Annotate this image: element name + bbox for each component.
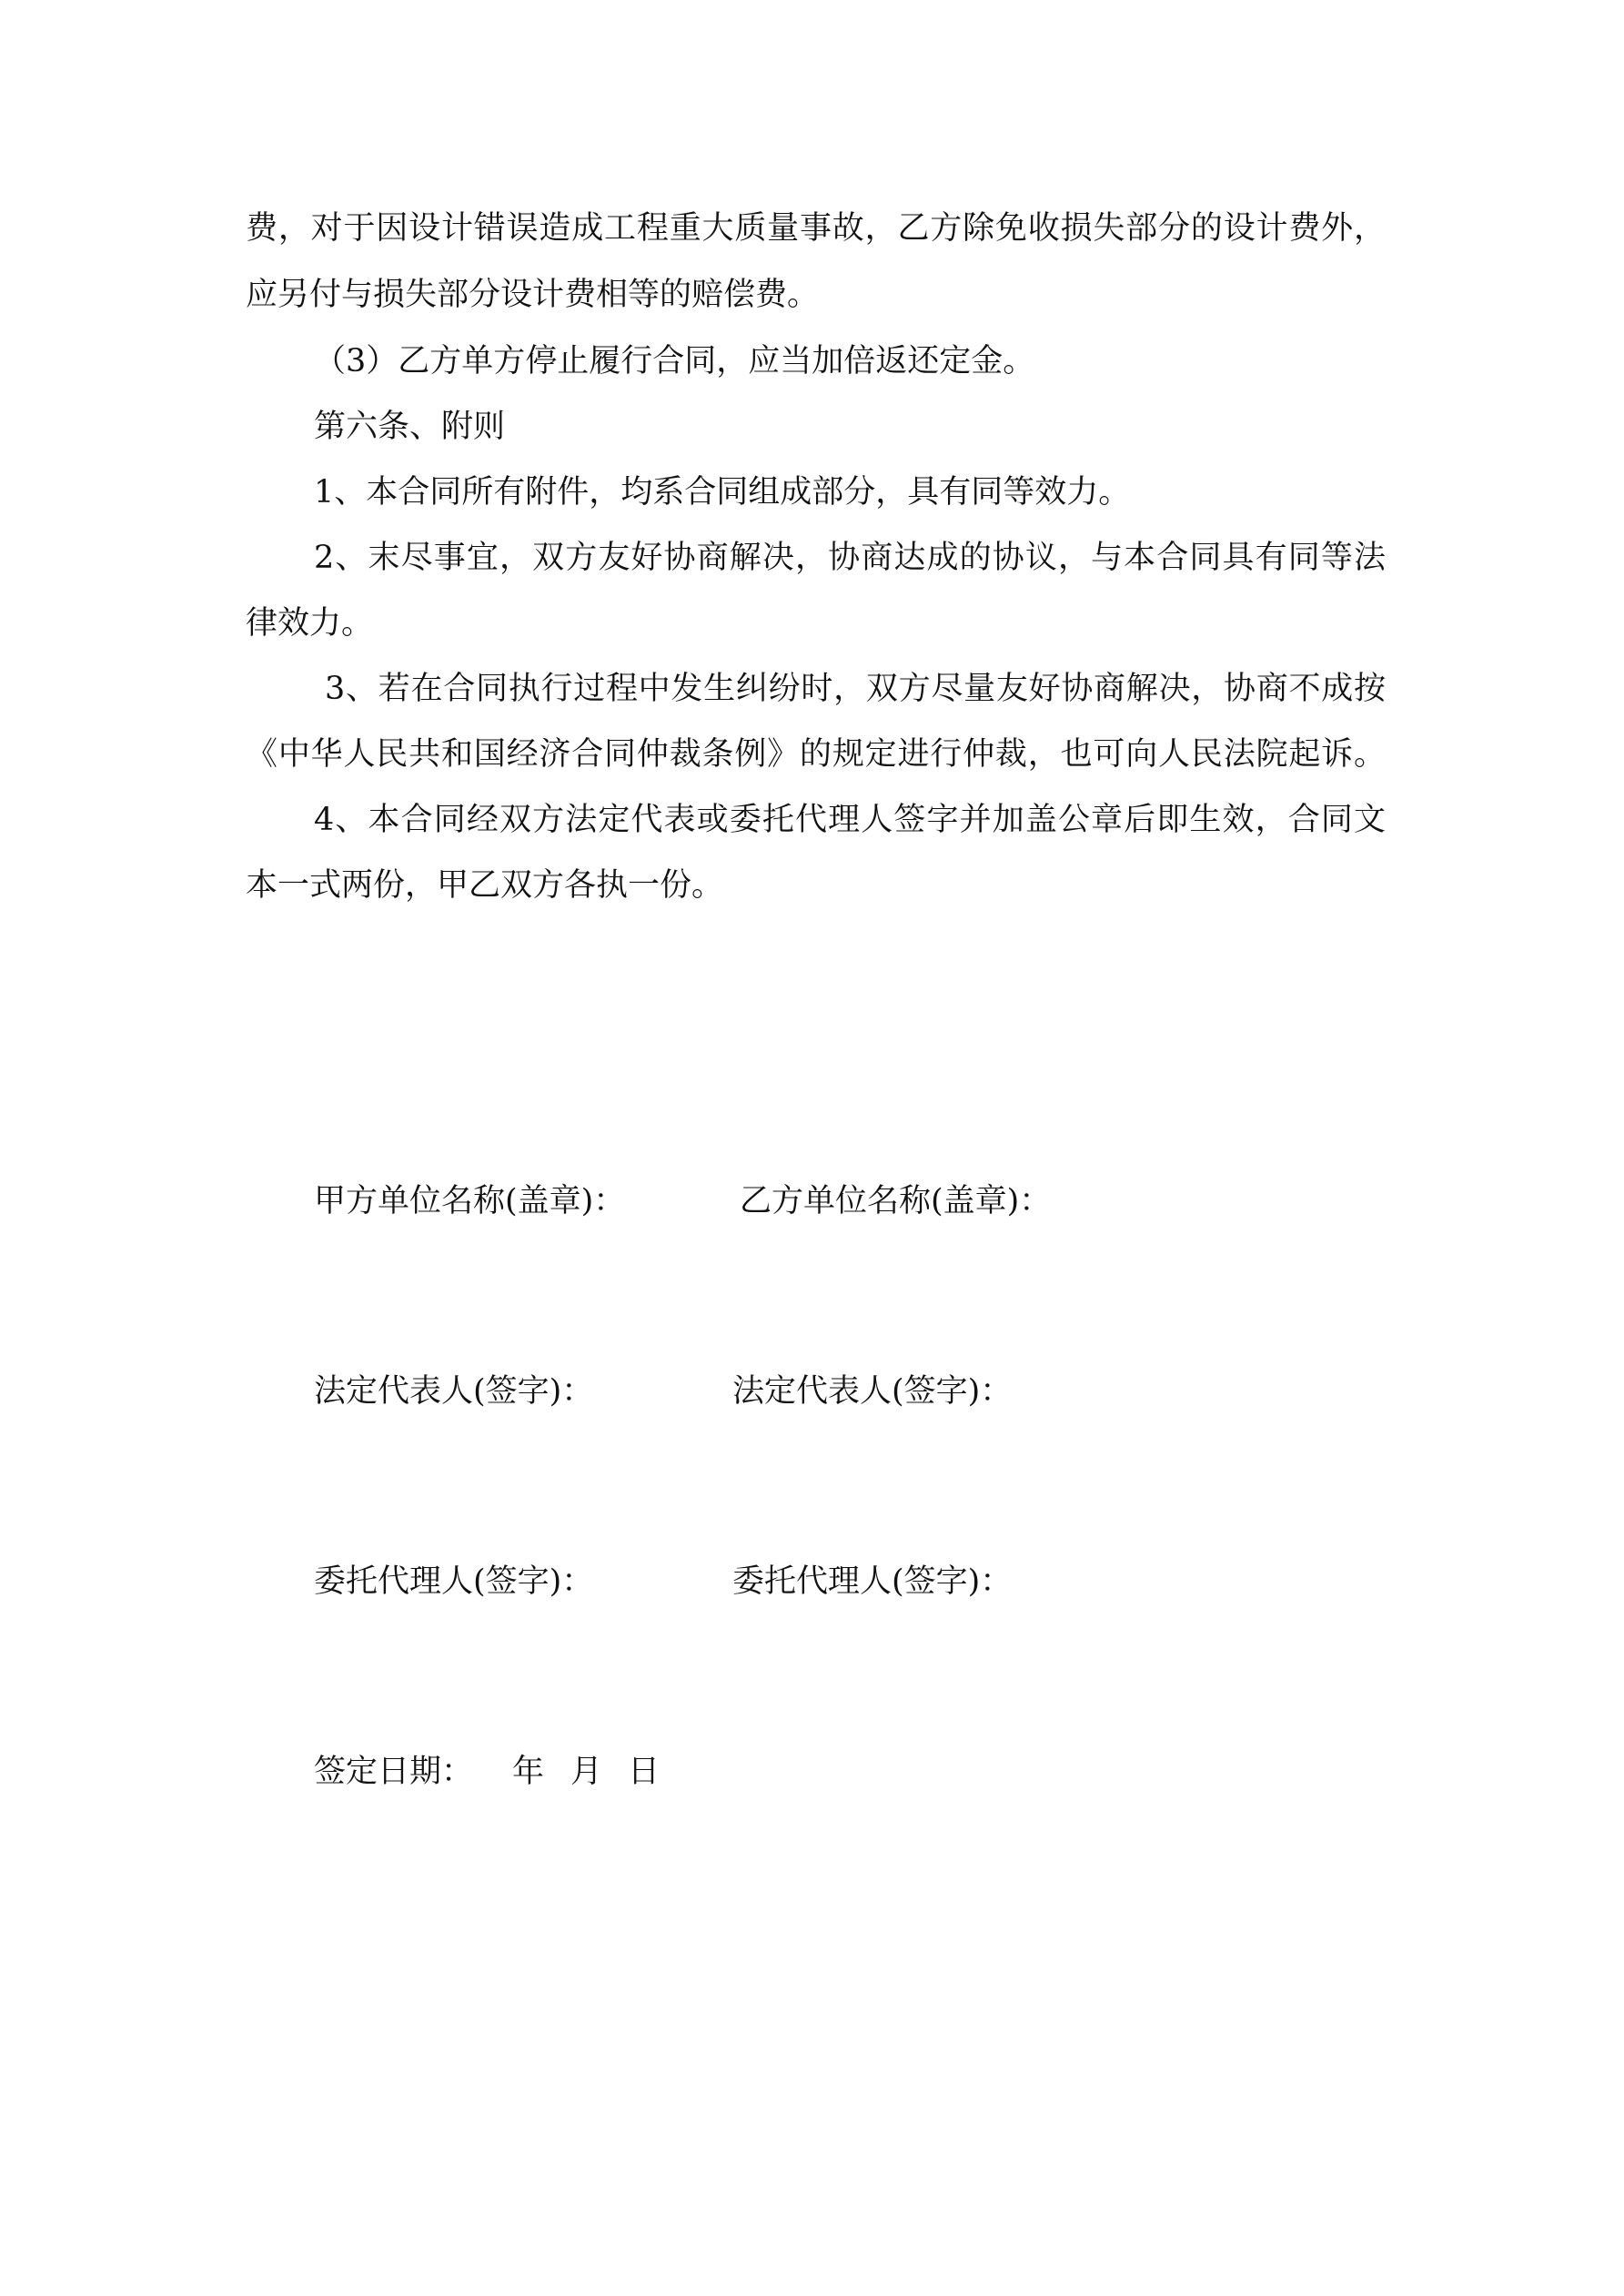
sign-date-day: 日 (628, 1754, 661, 1790)
sign-date-label: 签定日期： (314, 1754, 474, 1790)
body-line: 4、本合同经双方法定代表或委托代理人签字并加盖公章后即生效，合同文 (314, 802, 1386, 838)
party-b-legal-rep-label: 法定代表人(签字)： (732, 1373, 1013, 1410)
body-line: 3、若在合同执行过程中发生纠纷时，双方尽量友好协商解决，协商不成按 (325, 671, 1386, 707)
body-line: 律效力。 (246, 605, 374, 642)
party-a-legal-rep-label: 法定代表人(签字)： (314, 1373, 594, 1410)
section-heading: 第六条、附则 (314, 409, 506, 445)
party-a-company-label: 甲方单位名称(盖章)： (314, 1183, 626, 1219)
body-line: 《中华人民共和国经济合同仲裁条例》的规定进行仲裁，也可向人民法院起诉。 (246, 736, 1386, 773)
body-line: （3）乙方单方停止履行合同，应当加倍返还定金。 (314, 343, 1035, 379)
party-a-agent-label: 委托代理人(签字)： (314, 1563, 594, 1600)
body-line: 1、本合同所有附件，均系合同组成部分，具有同等效力。 (314, 474, 1131, 511)
sign-date-year: 年 (512, 1754, 545, 1790)
body-line: 应另付与损失部分设计费相等的赔偿费。 (246, 277, 820, 313)
party-b-agent-label: 委托代理人(签字)： (732, 1563, 1013, 1600)
body-line: 2、末尽事宜，双方友好协商解决，协商达成的协议，与本合同具有同等法 (314, 540, 1386, 576)
body-line: 本一式两份，甲乙双方各执一份。 (246, 867, 724, 904)
sign-date-month: 月 (570, 1754, 603, 1790)
body-line: 费，对于因设计错误造成工程重大质量事故，乙方除免收损失部分的设计费外， (246, 210, 1386, 247)
party-b-company-label: 乙方单位名称(盖章)： (740, 1183, 1052, 1219)
